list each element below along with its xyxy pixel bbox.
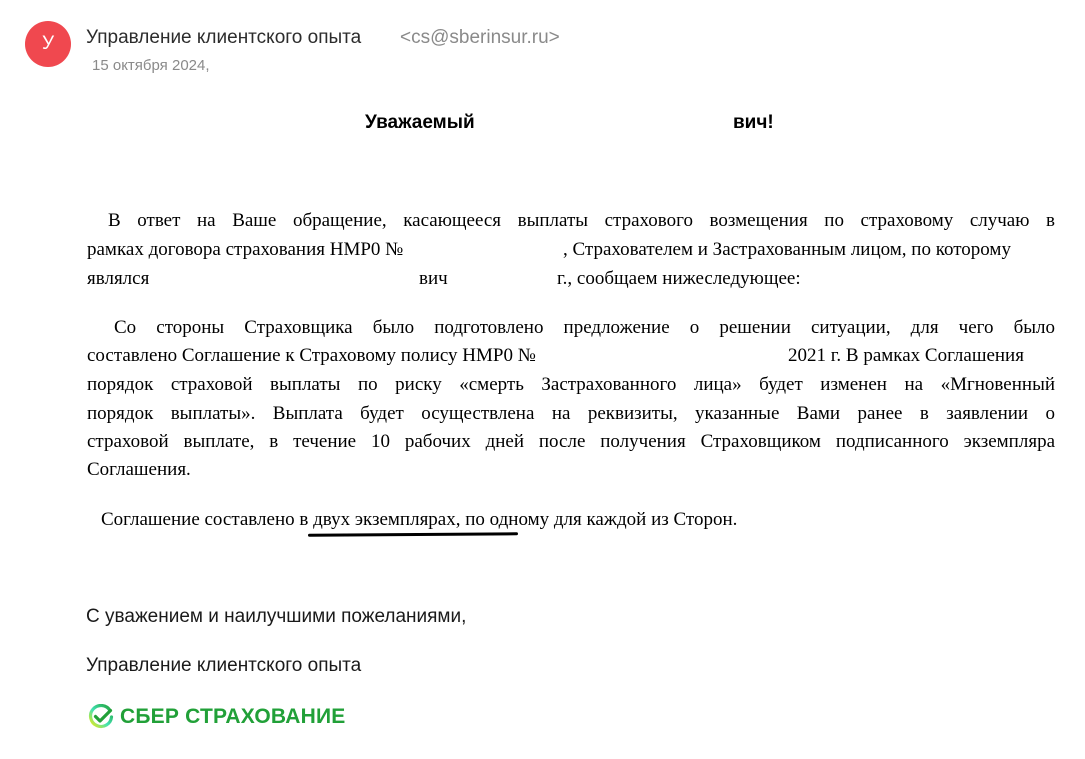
paragraph-2-line-3: порядок страховой выплаты по риску «смерть Застрахованного лица» будет изменен на «Мгновенный [87, 374, 1055, 395]
sender-name[interactable]: Управление клиентского опыта [86, 27, 362, 48]
paragraph-1-line-2a: рамках договора страхования НМР0 № [87, 239, 404, 260]
greeting-end: вич! [733, 112, 774, 133]
paragraph-1-line-3a: являлся [87, 268, 150, 289]
paragraph-2-line-4: порядок выплаты». Выплата будет осуществлена на реквизиты, указанные Вами ранее в заявлении о [87, 403, 1055, 424]
paragraph-2-line-5: страховой выплате, в течение 10 рабочих дней после получения Страховщиком подписанного экземпляра [87, 431, 1055, 452]
hand-drawn-underline [308, 532, 518, 536]
paragraph-2-line-1: Со стороны Страховщика было подготовлено предложение о решении ситуации, для чего было [114, 317, 1055, 338]
sber-insurance-logo [88, 704, 345, 730]
paragraph-2-line-2a: составлено Соглашение к Страховому полису НМР0 № [87, 345, 536, 366]
closing-regards: С уважением и наилучшими пожеланиями, [86, 606, 467, 627]
paragraph-2-line-2b: 2021 г. В рамках Соглашения [788, 345, 1024, 366]
paragraph-1-line-3c: г., сообщаем нижеследующее: [557, 268, 801, 289]
paragraph-1-line-2b: , Страхователем и Застрахованным лицом, по которому [563, 239, 1011, 260]
sber-logo-icon [88, 704, 114, 730]
sender-email[interactable]: <cs@sberinsur.ru> [400, 27, 560, 48]
greeting-start: Уважаемый [365, 112, 475, 133]
paragraph-3: Соглашение составлено в двух экземплярах, по одному для каждой из Сторон. [101, 509, 738, 530]
sender-avatar[interactable] [25, 21, 71, 67]
signature: Управление клиентского опыта [86, 655, 362, 676]
avatar-letter: У [41, 33, 55, 54]
logo-text: СБЕР СТРАХОВАНИЕ [120, 705, 346, 728]
paragraph-2-line-6: Соглашения. [87, 459, 191, 480]
message-date: 15 октября 2024, [92, 57, 210, 74]
paragraph-1-line-3b: вич [419, 268, 448, 289]
paragraph-1-line-1: В ответ на Ваше обращение, касающееся выплаты страхового возмещения по страховому случаю в [108, 210, 1055, 231]
